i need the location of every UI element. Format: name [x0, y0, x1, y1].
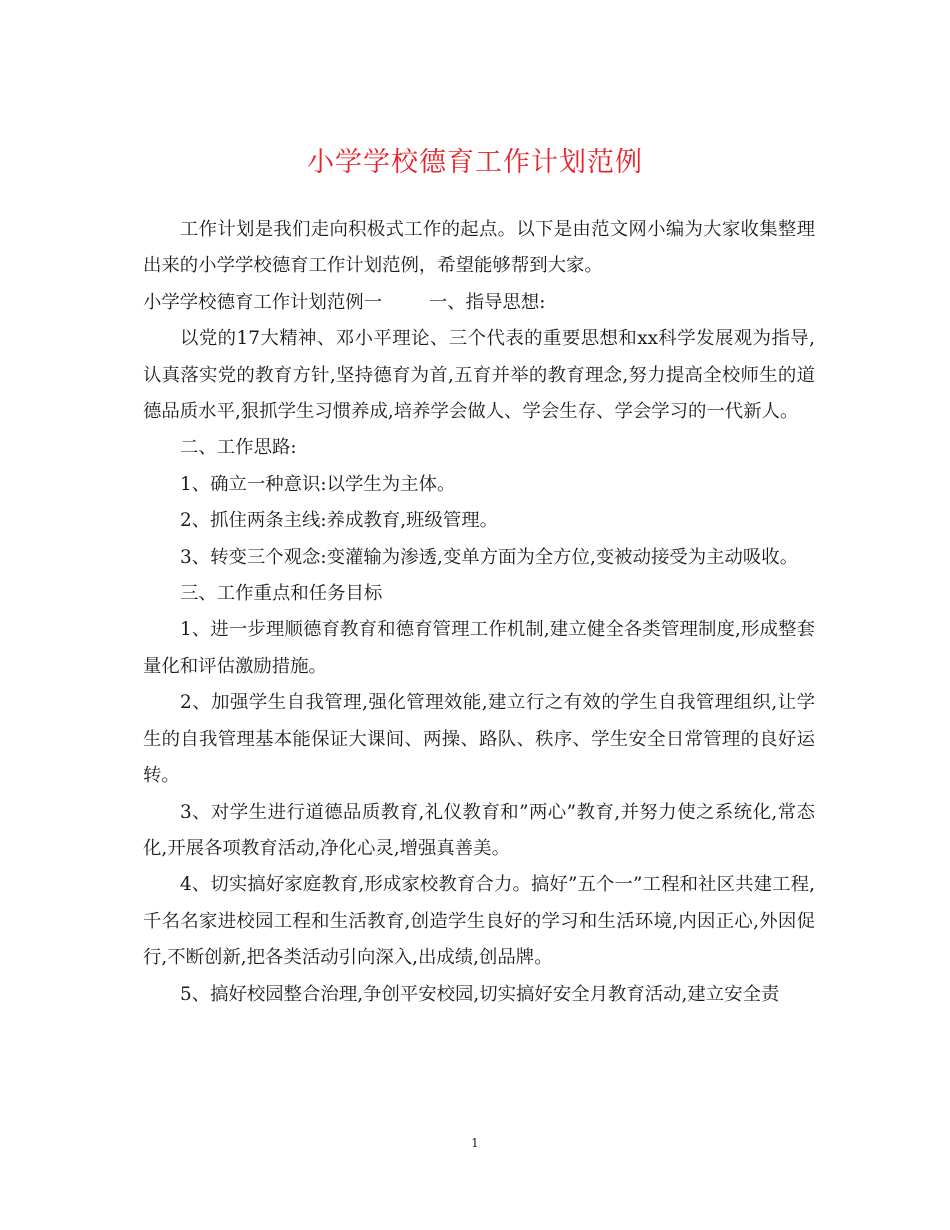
section2-item: 3、转变三个观念:变灌输为渗透,变单方面为全方位,变被动接受为主动吸收。 [180, 546, 799, 568]
section3-item: 3、对学生进行道德品质教育,礼仪教育和”两心”教育,并努力使之系统化,常态化,开展各项教育活动,净化心灵,增强真善美。 [143, 801, 815, 859]
section3-heading: 三、工作重点和任务目标 [180, 583, 383, 605]
intro-paragraph: 工作计划是我们走向积极式工作的起点。以下是由范文网小编为大家收集整理出来的小学学校德育工作计划范例，希望能够帮到大家。 [143, 219, 815, 277]
section3-item: 2、加强学生自我管理,强化管理效能,建立行之有效的学生自我管理组织,让学生的自我管理基本能保证大课间、两操、路队、秩序、学生安全日常管理的良好运转。 [143, 692, 815, 787]
page-number: 1 [471, 1136, 479, 1150]
document-body [143, 212, 815, 1013]
section3-item: 1、进一步理顺德育教育和德育管理工作机制,建立健全各类管理制度,形成整套量化和评估激励措施。 [143, 619, 815, 677]
section1-paragraph: 以党的17大精神、邓小平理论、三个代表的重要思想和xx科学发展观为指导,认真落实党的教育方针,坚持德育为首,五育并举的教育理念,努力提高全校师生的道德品质水平,狠抓学生习惯养成,培养学会做人、学会生存、学会学习的一代新人。 [143, 328, 815, 423]
example-heading-line [143, 285, 815, 321]
section3-item: 4、切实搞好家庭教育,形成家校教育合力。搞好”五个一”工程和社区共建工程,千名名家进校园工程和生活教育,创造学生良好的学习和生活环境,内因正心,外因促行,不断创新,把各类活动引向深入,出成绩,创品牌。 [143, 874, 815, 969]
document-title: 小学学校德育工作计划范例 [307, 147, 643, 178]
section2-item: 1、确立一种意识:以学生为主体。 [180, 473, 456, 495]
section2-item: 2、抓住两条主线:养成教育,班级管理。 [180, 510, 498, 532]
section3-item: 5、搞好校园整合治理,争创平安校园,切实搞好安全月教育活动,建立安全责 [180, 983, 780, 1005]
section1-heading: 一、指导思想: [428, 291, 546, 313]
example-heading: 小学学校德育工作计划范例一 [143, 291, 383, 313]
section2-heading: 二、工作思路: [180, 437, 297, 459]
